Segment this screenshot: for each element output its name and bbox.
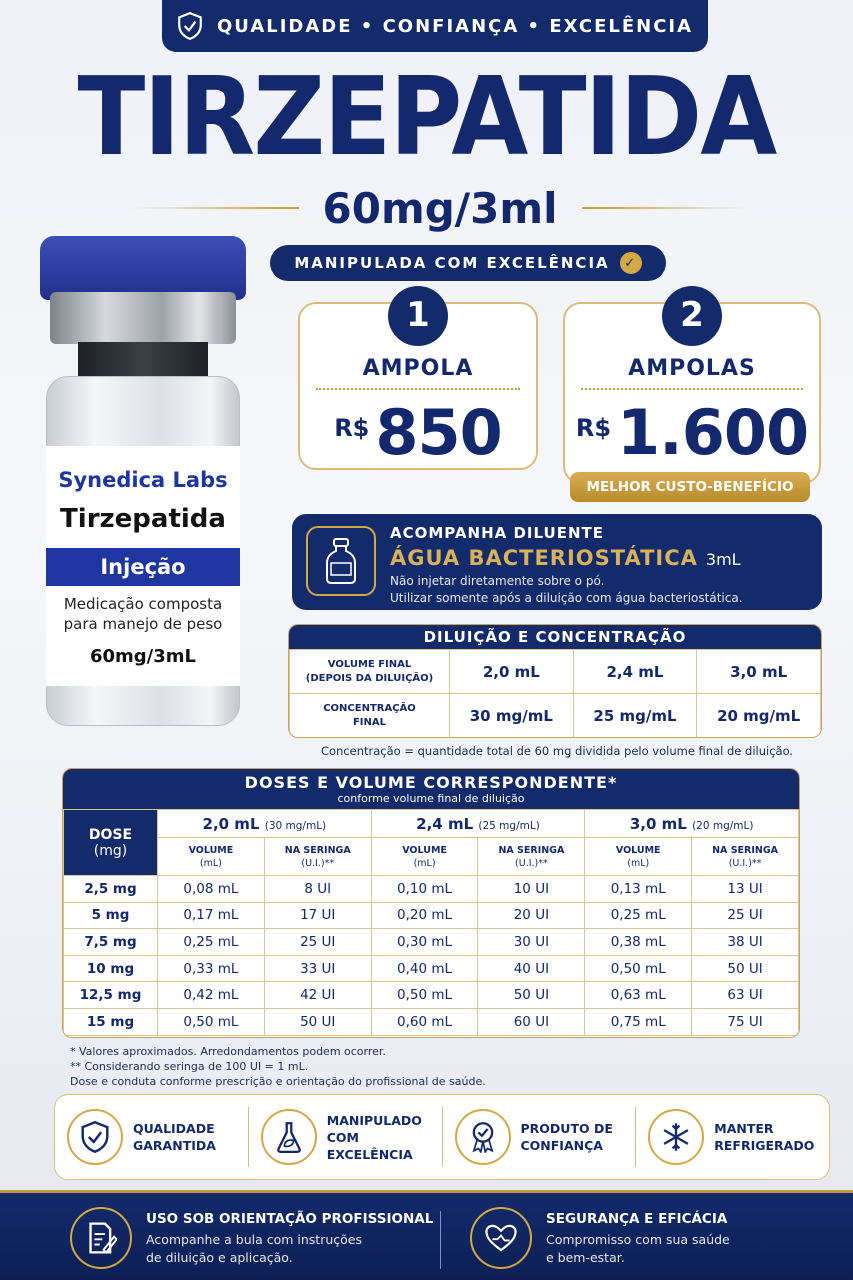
label-line: VOLUME FINAL bbox=[327, 658, 412, 670]
diluent-warning: Não injetar diretamente sobre o pó. bbox=[390, 574, 605, 588]
award-ribbon-icon bbox=[455, 1109, 511, 1165]
table-row bbox=[64, 902, 799, 929]
label-line: PRODUTO DE bbox=[520, 1121, 613, 1136]
header-line: VOLUME bbox=[402, 844, 447, 856]
divider bbox=[582, 207, 751, 209]
footer-safety bbox=[470, 1207, 730, 1269]
sub-header-volume bbox=[158, 838, 265, 876]
features-strip bbox=[54, 1094, 830, 1180]
footnote: ** Considerando seringa de 100 UI = 1 mL. bbox=[70, 1060, 309, 1073]
table-cell: 0,20 mL bbox=[371, 902, 478, 929]
dilution-title: DILUIÇÃO E CONCENTRAÇÃO bbox=[289, 625, 821, 649]
table-cell: 0,30 mL bbox=[371, 929, 478, 956]
sub-header-syringe bbox=[478, 838, 585, 876]
dose-cell: 15 mg bbox=[64, 1008, 158, 1035]
diluent-volume: 3mL bbox=[705, 550, 741, 569]
table-cell: 0,38 mL bbox=[585, 929, 692, 956]
currency: R$ bbox=[575, 414, 612, 442]
feature-quality bbox=[55, 1107, 249, 1167]
doses-subtitle: conforme volume final de diluição bbox=[337, 792, 525, 805]
label-line: CONFIANÇA bbox=[520, 1138, 603, 1153]
table-row bbox=[64, 982, 799, 1009]
group-header bbox=[158, 810, 372, 838]
price-value: 850 bbox=[375, 396, 502, 469]
table-cell: 20 UI bbox=[478, 902, 585, 929]
header-line: NA SERINGA bbox=[498, 844, 565, 856]
dilution-table bbox=[288, 624, 822, 738]
doses-table bbox=[62, 768, 800, 1038]
header-line: (U.I.)** bbox=[301, 857, 335, 869]
table-cell: 0,13 mL bbox=[585, 876, 692, 903]
diluent-box bbox=[292, 514, 822, 610]
table-row bbox=[64, 876, 799, 903]
header-line: (mL) bbox=[413, 857, 436, 869]
group-concentration: (20 mg/mL) bbox=[692, 819, 754, 832]
table-cell: 17 UI bbox=[264, 902, 371, 929]
table-cell: 20 mg/mL bbox=[697, 694, 821, 738]
footer-title: SEGURANÇA E EFICÁCIA bbox=[546, 1211, 728, 1227]
heart-hand-icon bbox=[470, 1207, 532, 1269]
divider bbox=[130, 207, 299, 209]
feature-refrigerate bbox=[636, 1107, 829, 1167]
table-cell: 75 UI bbox=[692, 1008, 799, 1035]
dose-cell: 5 mg bbox=[64, 902, 158, 929]
table-cell: 60 UI bbox=[478, 1008, 585, 1035]
table-cell: 0,50 mL bbox=[585, 955, 692, 982]
divider bbox=[440, 1211, 441, 1269]
table-cell: 0,75 mL bbox=[585, 1008, 692, 1035]
doses-body bbox=[64, 876, 799, 1036]
vial-name: Tirzepatida bbox=[60, 504, 226, 534]
price-card-2-ampolas[interactable] bbox=[563, 295, 821, 484]
sub-header-syringe bbox=[264, 838, 371, 876]
table-cell: 0,08 mL bbox=[158, 876, 265, 903]
header-line: VOLUME bbox=[615, 844, 661, 856]
table-cell: 8 UI bbox=[264, 876, 371, 903]
diluent-name-gold: ÁGUA BACTERIOSTÁTICA bbox=[390, 546, 698, 570]
feature-trust bbox=[443, 1107, 637, 1167]
footer-text bbox=[546, 1207, 730, 1269]
desc-line: e bem-estar. bbox=[546, 1250, 625, 1265]
desc-line: Compromisso com sua saúde bbox=[546, 1232, 730, 1247]
table-cell: 25 UI bbox=[692, 902, 799, 929]
group-concentration: (30 mg/mL) bbox=[264, 819, 327, 832]
shield-check-icon bbox=[67, 1109, 123, 1165]
label-line: CONCENTRAÇÃO bbox=[323, 702, 416, 714]
desc-line: Acompanhe a bula com instruções bbox=[146, 1232, 362, 1247]
manipulated-pill bbox=[270, 245, 666, 281]
header-line: NA SERINGA bbox=[284, 844, 351, 856]
footnote: Dose e conduta conforme prescrição e orientação do profissional de saúde. bbox=[70, 1075, 486, 1088]
divider bbox=[316, 388, 520, 390]
diluent-instruction: Utilizar somente após a diluição com água bacteriostática. bbox=[390, 591, 743, 605]
shield-check-icon bbox=[177, 12, 203, 40]
header-line: (mL) bbox=[199, 857, 222, 869]
card-unit: AMPOLAS bbox=[628, 356, 756, 381]
footer-desc bbox=[146, 1231, 433, 1267]
header-line: (U.I.)** bbox=[515, 857, 548, 869]
header-line: NA SERINGA bbox=[712, 844, 779, 856]
table-cell: 50 UI bbox=[264, 1008, 371, 1035]
label-line: GARANTIDA bbox=[133, 1138, 216, 1153]
vial-brand: Synedica Labs bbox=[58, 468, 228, 492]
table-cell: 50 UI bbox=[692, 955, 799, 982]
group-header bbox=[371, 810, 585, 838]
table-row bbox=[290, 694, 821, 738]
footer bbox=[0, 1190, 853, 1280]
footer-professional bbox=[70, 1207, 433, 1269]
feature-label bbox=[521, 1120, 613, 1154]
table-cell: 0,63 mL bbox=[585, 982, 692, 1009]
dilution-grid bbox=[289, 649, 821, 738]
header-line: VOLUME bbox=[188, 844, 234, 856]
table-subheader-row bbox=[64, 838, 799, 876]
table-cell: 0,17 mL bbox=[158, 902, 265, 929]
vial-desc bbox=[46, 594, 240, 634]
header-line: (mL) bbox=[627, 857, 650, 869]
footnotes bbox=[70, 1044, 486, 1089]
snowflake-icon bbox=[648, 1109, 704, 1165]
doses-header bbox=[63, 769, 799, 809]
table-cell: 0,25 mL bbox=[585, 902, 692, 929]
table-cell: 3,0 mL bbox=[697, 650, 821, 694]
bottle-icon bbox=[323, 537, 359, 585]
vial-concentration: 60mg/3mL bbox=[89, 646, 196, 667]
label-line: COM EXCELÊNCIA bbox=[326, 1129, 413, 1162]
table-cell: 25 mg/mL bbox=[573, 694, 697, 738]
group-volume: 3,0 mL bbox=[629, 814, 687, 833]
row-label bbox=[290, 650, 450, 694]
feature-label bbox=[133, 1120, 216, 1154]
table-cell: 2,0 mL bbox=[450, 650, 574, 694]
diluent-heading: ACOMPANHA DILUENTE bbox=[390, 524, 604, 542]
dose-cell: 2,5 mg bbox=[64, 876, 158, 903]
dose-line bbox=[130, 180, 750, 236]
feature-label bbox=[327, 1112, 442, 1163]
concentration-note: Concentração = quantidade total de 60 mg dividida pelo volume final de diluição. bbox=[320, 744, 794, 758]
table-cell: 0,50 mL bbox=[371, 982, 478, 1009]
vial-band: Injeção bbox=[46, 548, 240, 586]
footnote: * Valores aproximados. Arredondamentos podem ocorrer. bbox=[70, 1045, 386, 1058]
table-cell: 0,10 mL bbox=[371, 876, 478, 903]
table-cell: 25 UI bbox=[264, 929, 371, 956]
table-cell: 13 UI bbox=[692, 876, 799, 903]
vial-label bbox=[46, 446, 240, 686]
table-header-row bbox=[64, 810, 799, 838]
bottle-icon bbox=[306, 526, 376, 596]
check-icon: ✓ bbox=[620, 252, 642, 274]
table-cell: 40 UI bbox=[478, 955, 585, 982]
card-number: 2 bbox=[662, 286, 722, 346]
card-number: 1 bbox=[388, 286, 448, 346]
group-volume: 2,0 mL bbox=[202, 814, 260, 833]
table-cell: 0,60 mL bbox=[371, 1008, 478, 1035]
group-header bbox=[585, 810, 799, 838]
table-row bbox=[290, 650, 821, 694]
table-row bbox=[64, 1008, 799, 1035]
table-cell: 0,50 mL bbox=[158, 1008, 265, 1035]
feature-label bbox=[714, 1120, 814, 1154]
dose-cell: 7,5 mg bbox=[64, 929, 158, 956]
vial-image bbox=[38, 236, 248, 736]
footer-desc bbox=[546, 1231, 730, 1267]
pill-text: MANIPULADA COM EXCELÊNCIA bbox=[294, 254, 610, 272]
document-pen-icon bbox=[70, 1207, 132, 1269]
dose-cell: 12,5 mg bbox=[64, 982, 158, 1009]
header-line: (U.I.)** bbox=[728, 857, 762, 869]
table-cell: 0,33 mL bbox=[158, 955, 265, 982]
footer-title: USO SOB ORIENTAÇÃO PROFISSIONAL bbox=[146, 1211, 434, 1227]
vial-cap bbox=[40, 236, 246, 300]
table-cell: 63 UI bbox=[692, 982, 799, 1009]
table-cell: 30 mg/mL bbox=[450, 694, 574, 738]
dose-column-header bbox=[64, 810, 158, 876]
table-cell: 50 UI bbox=[478, 982, 585, 1009]
divider bbox=[581, 388, 803, 390]
doses-grid bbox=[63, 809, 799, 1036]
top-banner bbox=[162, 0, 708, 52]
header-line: (mg) bbox=[93, 842, 128, 859]
label-line: FINAL bbox=[352, 716, 387, 728]
feature-manipulated bbox=[249, 1107, 443, 1167]
table-row bbox=[64, 929, 799, 956]
table-cell: 0,40 mL bbox=[371, 955, 478, 982]
best-value-badge: MELHOR CUSTO-BENEFÍCIO bbox=[570, 472, 810, 502]
label-line: (DEPOIS DA DILUIÇÃO) bbox=[305, 672, 434, 684]
price-value: 1.600 bbox=[617, 396, 809, 469]
footer-text bbox=[146, 1207, 433, 1269]
desc-line: de diluição e aplicação. bbox=[146, 1250, 293, 1265]
table-cell: 33 UI bbox=[264, 955, 371, 982]
group-volume: 2,4 mL bbox=[416, 814, 474, 833]
table-cell: 0,42 mL bbox=[158, 982, 265, 1009]
diluent-name bbox=[390, 546, 741, 570]
card-price bbox=[300, 396, 536, 469]
banner-text: QUALIDADE • CONFIANÇA • EXCELÊNCIA bbox=[216, 15, 694, 37]
dose-cell: 10 mg bbox=[64, 955, 158, 982]
price-card-1-ampola[interactable] bbox=[298, 295, 538, 470]
doses-title: DOSES E VOLUME CORRESPONDENTE* bbox=[244, 773, 618, 792]
group-concentration: (25 mg/mL) bbox=[478, 819, 540, 832]
sub-header-syringe bbox=[692, 838, 799, 876]
flask-leaf-icon bbox=[261, 1109, 317, 1165]
table-cell: 0,25 mL bbox=[158, 929, 265, 956]
dose-text: 60mg/3ml bbox=[322, 183, 558, 233]
table-cell: 2,4 mL bbox=[573, 650, 697, 694]
label-line: MANIPULADO bbox=[326, 1112, 422, 1128]
table-row bbox=[64, 955, 799, 982]
sub-header-volume bbox=[371, 838, 478, 876]
sub-header-volume bbox=[585, 838, 692, 876]
product-title: TIRZEPATIDA bbox=[77, 55, 776, 180]
vial-desc-line: Medicação composta bbox=[63, 595, 223, 613]
table-cell: 30 UI bbox=[478, 929, 585, 956]
vial-desc-line: para manejo de peso bbox=[63, 615, 223, 633]
table-cell: 10 UI bbox=[478, 876, 585, 903]
label-line: QUALIDADE bbox=[133, 1121, 215, 1136]
label-line: MANTER bbox=[714, 1121, 774, 1136]
table-cell: 38 UI bbox=[692, 929, 799, 956]
card-price bbox=[565, 396, 819, 469]
currency: R$ bbox=[334, 414, 370, 442]
label-line: REFRIGERADO bbox=[714, 1138, 815, 1153]
header-line: DOSE bbox=[88, 826, 133, 843]
row-label bbox=[290, 694, 450, 738]
card-unit: AMPOLA bbox=[362, 356, 474, 381]
vial-crimp bbox=[50, 292, 236, 344]
table-cell: 42 UI bbox=[264, 982, 371, 1009]
